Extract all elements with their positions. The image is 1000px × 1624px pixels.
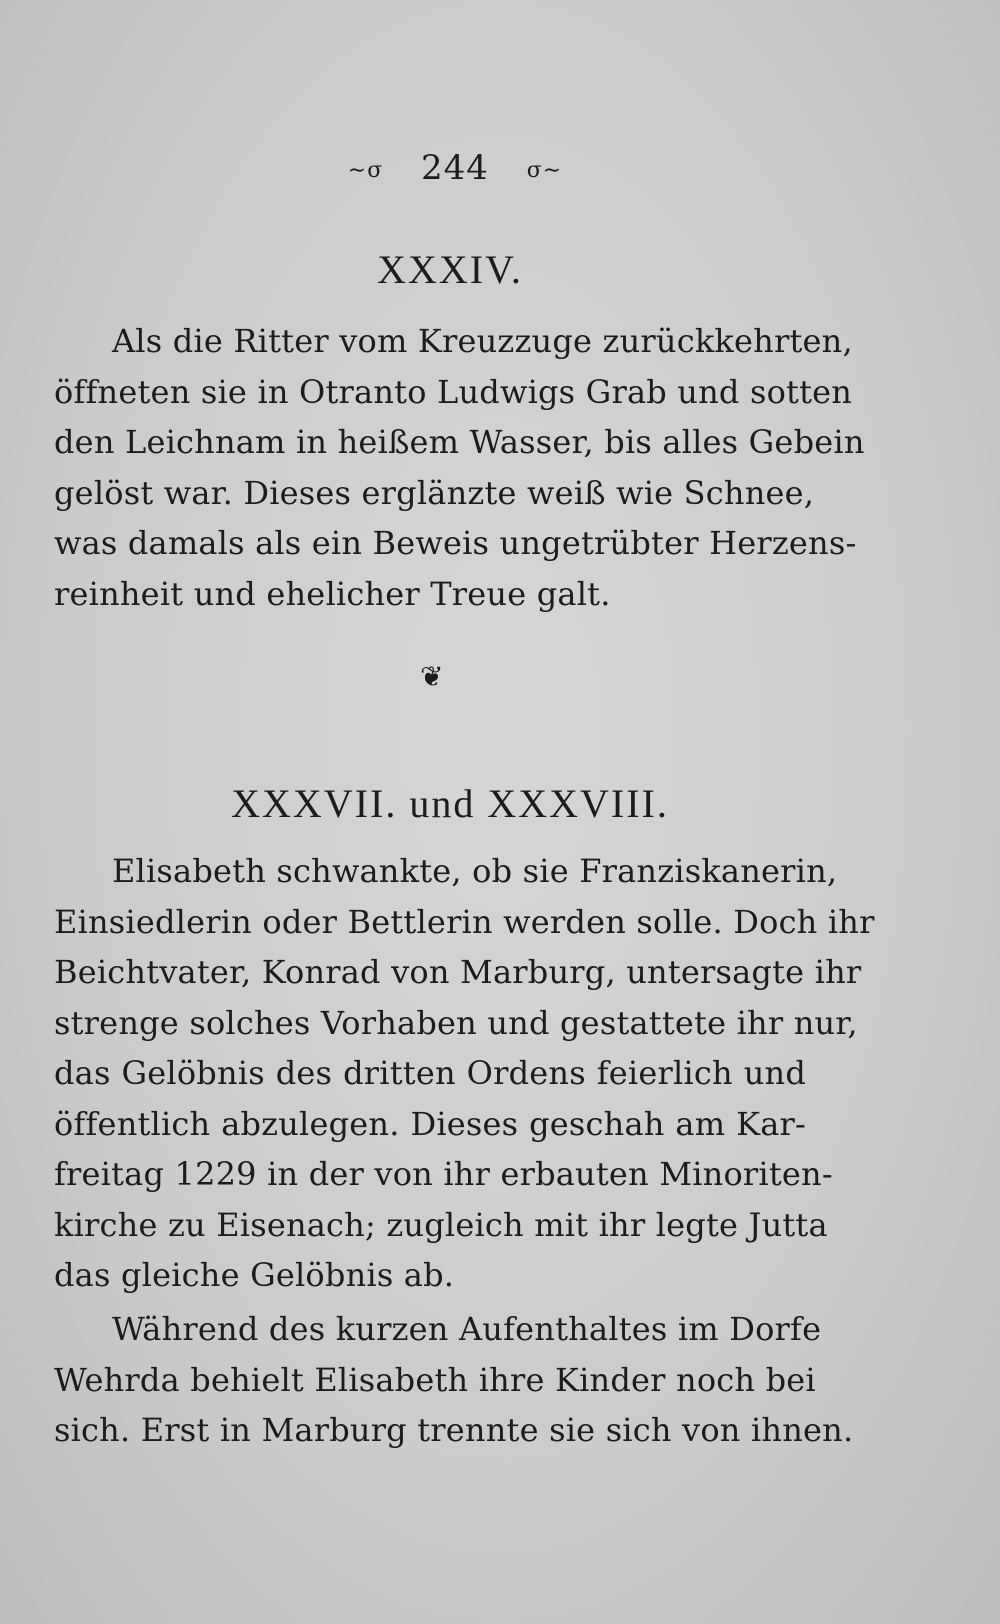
text-line: Als die Ritter vom Kreuzzuge zurückkehrten, (112, 322, 853, 360)
text-line: sich. Erst in Marburg trennte sie sich von ihnen. (54, 1411, 854, 1449)
paragraph-2 (54, 846, 875, 1301)
text-line: Während des kurzen Aufenthaltes im Dorfe (112, 1310, 822, 1348)
text-line: öffneten sie in Otranto Ludwigs Grab und sotten (54, 372, 853, 411)
text-line: öffentlich abzulegen. Dieses geschah am Kar- (54, 1104, 806, 1143)
chapter-heading-xxxvii-xxxviii: XXXVII. und XXXVIII. (231, 781, 669, 826)
text-line: das Gelöbnis des dritten Ordens feierlich und (54, 1054, 806, 1092)
chapter-heading-xxxiv: XXXIV. (377, 247, 523, 292)
text-line: Wehrda behielt Elisabeth ihre Kinder noch bei (54, 1360, 816, 1399)
text-line: reinheit und ehelicher Treue galt. (54, 574, 611, 613)
text-line: Elisabeth schwankte, ob sie Franziskanerin, (112, 852, 838, 890)
page-number: 244 (421, 148, 489, 188)
text-line: was damals als ein Beweis ungetrübter Herzens- (54, 524, 857, 562)
fleuron-divider-icon: ❦ (420, 660, 444, 693)
text-line: den Leichnam in heißem Wasser, bis alles Gebein (54, 423, 865, 461)
ornament-left: ∼σ (347, 157, 384, 183)
text-line: Beichtvater, Konrad von Marburg, untersagte ihr (54, 953, 862, 991)
text-line: gelöst war. Dieses erglänzte weiß wie Schnee, (54, 473, 815, 512)
text-line: Einsiedlerin oder Bettlerin werden solle. Doch ihr (54, 902, 875, 941)
text-line: strenge solches Vorhaben und gestattete ihr nur, (54, 1003, 858, 1042)
paragraph-1 (54, 316, 865, 619)
text-line: freitag 1229 in der von ihr erbauten Minoriten- (54, 1155, 833, 1193)
text-line: kirche zu Eisenach; zugleich mit ihr legte Jutta (54, 1205, 828, 1244)
text-line: das gleiche Gelöbnis ab. (54, 1256, 455, 1294)
ornament-right: σ∼ (526, 157, 563, 183)
page-header (0, 148, 910, 188)
paragraph-3 (54, 1304, 854, 1456)
